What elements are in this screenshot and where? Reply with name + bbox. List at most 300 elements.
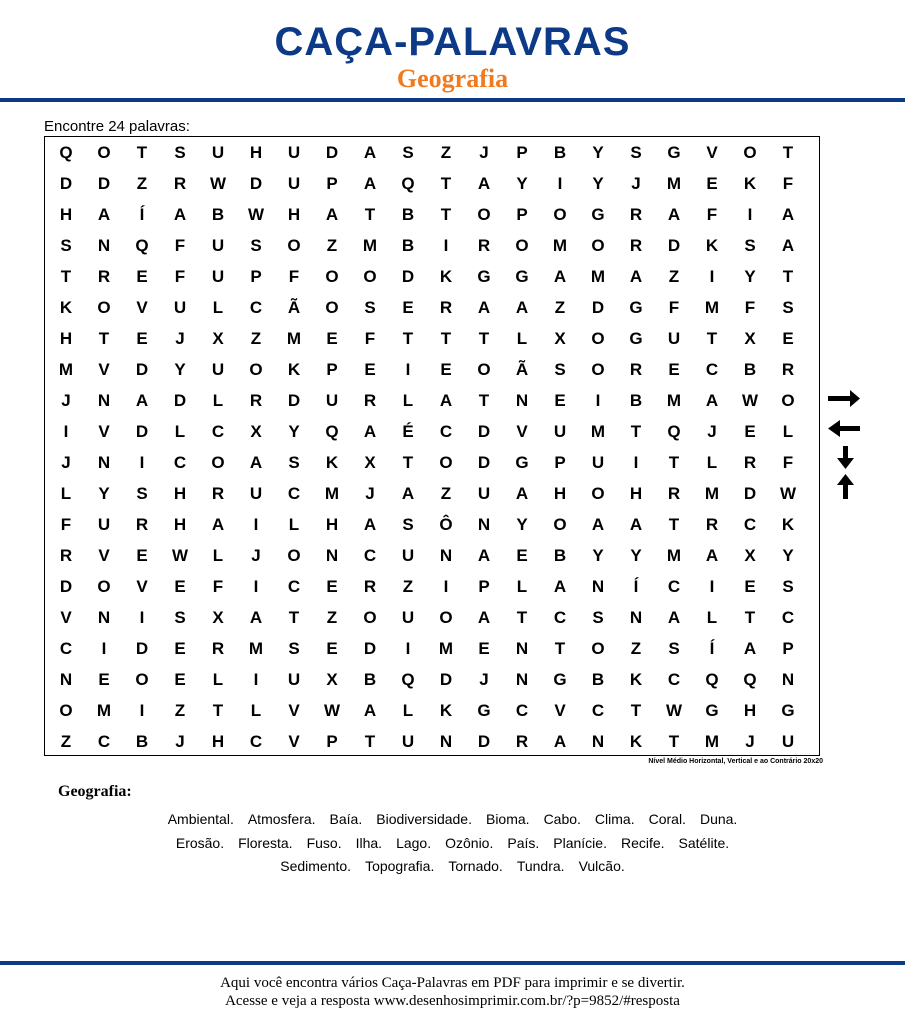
grid-cell: U <box>249 483 263 503</box>
grid-cell: U <box>401 607 415 627</box>
grid-cell: W <box>323 700 341 720</box>
grid-cell: T <box>744 607 756 627</box>
grid-cell: N <box>629 607 643 627</box>
grid-cell: E <box>668 359 680 379</box>
grid-cell: Z <box>60 731 72 751</box>
grid-cell: M <box>438 638 454 658</box>
grid-cell: D <box>667 235 681 255</box>
grid-cell: P <box>516 204 528 224</box>
grid-cell: W <box>665 700 683 720</box>
grid-cell: E <box>554 390 566 410</box>
grid-cell: É <box>402 421 414 441</box>
grid-cell: T <box>478 390 490 410</box>
grid-cell: V <box>136 576 148 596</box>
grid-cell: E <box>136 266 148 286</box>
grid-cell: U <box>325 390 339 410</box>
grid-cell: D <box>249 173 263 193</box>
grid-cell: T <box>782 142 794 162</box>
grid-cell: Z <box>174 700 186 720</box>
grid-cell: F <box>706 204 718 224</box>
grid-cell: L <box>402 390 414 410</box>
grid-cell: O <box>97 576 111 596</box>
grid-cell: D <box>439 669 453 689</box>
word-search-grid <box>47 137 827 757</box>
grid-cell: F <box>364 328 376 348</box>
grid-cell: C <box>591 700 605 720</box>
grid-cell: Y <box>516 173 528 193</box>
grid-cell: G <box>553 669 567 689</box>
grid-cell: Ã <box>515 359 529 379</box>
grid-cell: U <box>667 328 681 348</box>
grid-cell: T <box>440 204 452 224</box>
word-item: Planície. <box>553 834 607 851</box>
grid-cell: V <box>288 731 300 751</box>
grid-cell: N <box>325 545 339 565</box>
grid-cell: N <box>439 731 453 751</box>
grid-cell: L <box>706 607 718 627</box>
grid-cell: R <box>363 576 377 596</box>
grid-cell: M <box>324 483 340 503</box>
grid-cell: X <box>554 328 566 348</box>
grid-cell: L <box>516 328 528 348</box>
grid-cell: C <box>59 638 73 658</box>
grid-cell: G <box>629 328 643 348</box>
grid-cell: C <box>667 669 681 689</box>
grid-cell: E <box>174 576 186 596</box>
grid-cell: D <box>135 638 149 658</box>
grid-cell: R <box>173 173 187 193</box>
grid-cell: S <box>402 142 414 162</box>
grid-cell: E <box>326 638 338 658</box>
word-list <box>40 808 865 879</box>
arrow-down-icon <box>837 446 854 469</box>
grid-cell: D <box>59 576 73 596</box>
grid-cell: G <box>515 452 529 472</box>
grid-cell: M <box>704 731 720 751</box>
grid-cell: J <box>175 328 185 348</box>
grid-cell: I <box>443 576 449 596</box>
grid-cell: F <box>668 297 680 317</box>
instruction-text: Encontre 24 palavras: <box>44 118 190 135</box>
grid-cell: O <box>439 607 453 627</box>
grid-cell: Y <box>98 483 110 503</box>
grid-cell: G <box>667 142 681 162</box>
grid-cell: F <box>60 514 72 534</box>
grid-cell: X <box>212 328 224 348</box>
grid-cell: A <box>667 204 681 224</box>
grid-cell: A <box>363 514 377 534</box>
grid-cell: D <box>59 173 73 193</box>
grid-cell: R <box>629 359 643 379</box>
grid-cell: H <box>59 328 73 348</box>
grid-cell: M <box>666 173 682 193</box>
grid-cell: O <box>363 266 377 286</box>
grid-cell: G <box>705 700 719 720</box>
grid-cell: N <box>515 638 529 658</box>
grid-cell: R <box>743 452 757 472</box>
grid-cell: O <box>363 607 377 627</box>
grid-cell: R <box>135 514 149 534</box>
grid-cell: O <box>287 235 301 255</box>
grid-cell: V <box>98 421 110 441</box>
grid-cell: C <box>515 700 529 720</box>
grid-cell: E <box>782 328 794 348</box>
grid-cell: A <box>477 297 491 317</box>
grid-cell: E <box>744 421 756 441</box>
grid-cell: K <box>439 700 453 720</box>
grid-cell: K <box>325 452 339 472</box>
grid-cell: I <box>595 390 601 410</box>
grid-cell: Í <box>633 576 639 596</box>
grid-cell: A <box>553 576 567 596</box>
grid-cell: Y <box>174 359 186 379</box>
grid-cell: A <box>553 266 567 286</box>
grid-cell: I <box>253 514 259 534</box>
grid-cell: N <box>439 545 453 565</box>
grid-cell: O <box>249 359 263 379</box>
grid-cell: P <box>250 266 262 286</box>
word-item: Vulcão. <box>578 858 625 874</box>
direction-arrows <box>826 388 866 500</box>
grid-cell: I <box>139 452 145 472</box>
grid-cell: O <box>325 297 339 317</box>
grid-cell: A <box>363 142 377 162</box>
grid-cell: I <box>709 576 715 596</box>
grid-cell: S <box>60 235 72 255</box>
grid-cell: D <box>591 297 605 317</box>
grid-cell: V <box>60 607 72 627</box>
grid-cell: A <box>249 452 263 472</box>
grid-cell: S <box>744 235 756 255</box>
grid-cell: W <box>171 545 189 565</box>
page-subtitle: Geografia <box>396 64 509 93</box>
grid-cell: V <box>554 700 566 720</box>
grid-cell: Y <box>516 514 528 534</box>
grid-cell: U <box>287 142 301 162</box>
grid-cell: S <box>592 607 604 627</box>
grid-cell: D <box>477 731 491 751</box>
grid-cell: R <box>629 235 643 255</box>
grid-cell: M <box>552 235 568 255</box>
grid-cell: T <box>782 266 794 286</box>
grid-cell: H <box>59 204 73 224</box>
grid-cell: O <box>325 266 339 286</box>
grid-cell: C <box>173 452 187 472</box>
grid-cell: F <box>782 452 794 472</box>
grid-cell: T <box>440 328 452 348</box>
grid-cell: C <box>781 607 795 627</box>
bottom-divider <box>0 961 905 965</box>
grid-cell: J <box>479 142 489 162</box>
grid-cell: E <box>516 545 528 565</box>
grid-cell: K <box>705 235 719 255</box>
grid-cell: N <box>97 390 111 410</box>
grid-cell: S <box>402 514 414 534</box>
grid-cell: U <box>401 731 415 751</box>
grid-cell: D <box>363 638 377 658</box>
grid-cell: U <box>401 545 415 565</box>
grid-cell: B <box>363 669 377 689</box>
word-item: País. <box>507 834 540 851</box>
grid-cell: Í <box>709 638 715 658</box>
grid-cell: L <box>288 514 300 534</box>
word-item: Biodiversidade. <box>376 811 472 827</box>
grid-cell: S <box>782 576 794 596</box>
grid-cell: I <box>557 173 563 193</box>
grid-cell: I <box>63 421 69 441</box>
grid-cell: B <box>135 731 149 751</box>
grid-cell: R <box>211 483 225 503</box>
grid-cell: Q <box>401 669 415 689</box>
grid-cell: O <box>59 700 73 720</box>
grid-cell: H <box>173 514 187 534</box>
grid-cell: G <box>477 700 491 720</box>
grid-cell: B <box>401 204 415 224</box>
grid-cell: C <box>439 421 453 441</box>
grid-cell: A <box>211 514 225 534</box>
grid-cell: L <box>250 700 262 720</box>
grid-cell: G <box>781 700 795 720</box>
grid-cell: E <box>98 669 110 689</box>
grid-cell: Y <box>744 266 756 286</box>
grid-cell: H <box>629 483 643 503</box>
page-title: CAÇA-PALAVRAS <box>274 20 631 64</box>
grid-cell: S <box>554 359 566 379</box>
grid-cell: O <box>211 452 225 472</box>
grid-cell: V <box>98 359 110 379</box>
grid-cell: J <box>61 452 71 472</box>
grid-cell: O <box>591 483 605 503</box>
grid-cell: L <box>516 576 528 596</box>
grid-cell: U <box>477 483 491 503</box>
grid-cell: P <box>326 731 338 751</box>
grid-cell: C <box>553 607 567 627</box>
grid-cell: L <box>402 700 414 720</box>
grid-cell: H <box>743 700 757 720</box>
grid-cell: A <box>325 204 339 224</box>
grid-cell: O <box>287 545 301 565</box>
grid-cell: P <box>326 173 338 193</box>
grid-cell: S <box>630 142 642 162</box>
grid-cell: L <box>60 483 72 503</box>
grid-cell: S <box>668 638 680 658</box>
grid-cell: D <box>135 359 149 379</box>
grid-cell: L <box>212 390 224 410</box>
grid-cell: S <box>136 483 148 503</box>
grid-cell: O <box>97 142 111 162</box>
grid-cell: W <box>779 483 797 503</box>
grid-cell: S <box>174 142 186 162</box>
grid-cell: N <box>477 514 491 534</box>
grid-cell: N <box>591 731 605 751</box>
grid-cell: A <box>401 483 415 503</box>
word-item: Ozônio. <box>445 834 494 851</box>
grid-cell: Y <box>782 545 794 565</box>
grid-cell: A <box>591 514 605 534</box>
grid-cell: O <box>135 669 149 689</box>
grid-cell: E <box>326 576 338 596</box>
level-note: Nível Médio Horizontal, Vertical e ao Contrário 20x20 <box>648 758 823 765</box>
grid-cell: J <box>745 731 755 751</box>
grid-cell: S <box>250 235 262 255</box>
grid-cell: P <box>478 576 490 596</box>
grid-cell: P <box>782 638 794 658</box>
grid-cell: H <box>553 483 567 503</box>
grid-cell: N <box>515 669 529 689</box>
arrow-left-icon <box>828 420 860 437</box>
grid-cell: M <box>248 638 264 658</box>
grid-cell: Q <box>325 421 339 441</box>
word-list-line <box>40 855 865 879</box>
grid-cell: A <box>173 204 187 224</box>
grid-cell: G <box>629 297 643 317</box>
grid-cell: U <box>211 235 225 255</box>
grid-cell: X <box>744 545 756 565</box>
grid-cell: T <box>136 142 148 162</box>
grid-cell: T <box>402 452 414 472</box>
grid-cell: V <box>98 545 110 565</box>
grid-cell: D <box>135 421 149 441</box>
grid-cell: C <box>249 297 263 317</box>
grid-cell: L <box>706 452 718 472</box>
grid-cell: M <box>96 700 112 720</box>
grid-cell: A <box>629 266 643 286</box>
grid-cell: J <box>61 390 71 410</box>
grid-cell: X <box>250 421 262 441</box>
grid-cell: A <box>477 173 491 193</box>
word-item: Clima. <box>594 811 635 827</box>
grid-cell: R <box>439 297 453 317</box>
grid-cell: O <box>553 514 567 534</box>
grid-cell: T <box>212 700 224 720</box>
grid-cell: D <box>743 483 757 503</box>
grid-cell: K <box>629 731 643 751</box>
grid-cell: O <box>477 204 491 224</box>
grid-cell: E <box>440 359 452 379</box>
grid-cell: I <box>405 359 411 379</box>
grid-cell: C <box>287 576 301 596</box>
grid-cell: T <box>668 452 680 472</box>
grid-cell: K <box>287 359 301 379</box>
grid-cell: R <box>97 266 111 286</box>
grid-cell: A <box>515 297 529 317</box>
grid-cell: D <box>287 390 301 410</box>
grid-cell: Ô <box>439 514 453 534</box>
grid-cell: A <box>743 638 757 658</box>
grid-cell: T <box>668 514 680 534</box>
grid-cell: S <box>364 297 376 317</box>
grid-cell: P <box>554 452 566 472</box>
grid-cell: C <box>249 731 263 751</box>
grid-cell: B <box>553 142 567 162</box>
grid-cell: O <box>591 359 605 379</box>
grid-cell: H <box>211 731 225 751</box>
word-item: Cabo. <box>543 811 581 827</box>
grid-cell: J <box>251 545 261 565</box>
grid-cell: Ã <box>287 297 301 317</box>
grid-cell: U <box>781 731 795 751</box>
grid-cell: F <box>212 576 224 596</box>
grid-cell: Y <box>592 173 604 193</box>
grid-cell: X <box>212 607 224 627</box>
grid-cell: M <box>704 483 720 503</box>
grid-cell: A <box>629 514 643 534</box>
grid-cell: N <box>591 576 605 596</box>
grid-cell: A <box>363 421 377 441</box>
grid-cell: T <box>364 204 376 224</box>
grid-cell: V <box>516 421 528 441</box>
grid-cell: Y <box>592 142 604 162</box>
grid-cell: C <box>743 514 757 534</box>
grid-cell: O <box>97 297 111 317</box>
grid-cell: K <box>59 297 73 317</box>
grid-cell: A <box>515 483 529 503</box>
grid-cell: F <box>744 297 756 317</box>
grid-cell: Z <box>326 235 338 255</box>
grid-cell: I <box>633 452 639 472</box>
grid-cell: S <box>174 607 186 627</box>
grid-cell: K <box>439 266 453 286</box>
grid-cell: N <box>515 390 529 410</box>
grid-cell: B <box>743 359 757 379</box>
grid-cell: Z <box>402 576 414 596</box>
grid-cell: I <box>253 576 259 596</box>
grid-cell: O <box>591 328 605 348</box>
grid-cell: M <box>590 421 606 441</box>
grid-cell: Z <box>630 638 642 658</box>
category-label: Geografia: <box>58 783 132 800</box>
grid-cell: E <box>706 173 718 193</box>
grid-cell: O <box>515 235 529 255</box>
word-list-line <box>40 832 865 856</box>
grid-cell: R <box>629 204 643 224</box>
grid-cell: X <box>744 328 756 348</box>
grid-cell: O <box>743 142 757 162</box>
grid-cell: T <box>706 328 718 348</box>
grid-cell: D <box>477 421 491 441</box>
grid-cell: A <box>135 390 149 410</box>
grid-cell: C <box>363 545 377 565</box>
grid-cell: R <box>705 514 719 534</box>
grid-cell: A <box>477 545 491 565</box>
grid-cell: E <box>744 576 756 596</box>
grid-cell: H <box>287 204 301 224</box>
grid-cell: N <box>97 235 111 255</box>
grid-cell: Z <box>326 607 338 627</box>
grid-cell: Z <box>668 266 680 286</box>
grid-cell: J <box>631 173 641 193</box>
grid-cell: E <box>174 669 186 689</box>
word-item: Bioma. <box>485 811 530 827</box>
grid-cell: E <box>478 638 490 658</box>
grid-cell: C <box>97 731 111 751</box>
word-item: Floresta. <box>238 834 293 851</box>
grid-cell: Z <box>250 328 262 348</box>
grid-cell: T <box>478 328 490 348</box>
grid-cell: M <box>590 266 606 286</box>
grid-cell: N <box>59 669 73 689</box>
grid-cell: S <box>288 452 300 472</box>
grid-cell: A <box>667 607 681 627</box>
grid-cell: I <box>405 638 411 658</box>
grid-cell: R <box>515 731 529 751</box>
footer-line-1: Aqui você encontra vários Caça-Palavras em PDF para imprimir e se divertir. <box>220 975 685 991</box>
grid-cell: D <box>401 266 415 286</box>
footer <box>0 975 905 1010</box>
grid-cell: L <box>174 421 186 441</box>
arrow-right-icon <box>828 390 860 407</box>
word-item: Tundra. <box>516 858 565 874</box>
